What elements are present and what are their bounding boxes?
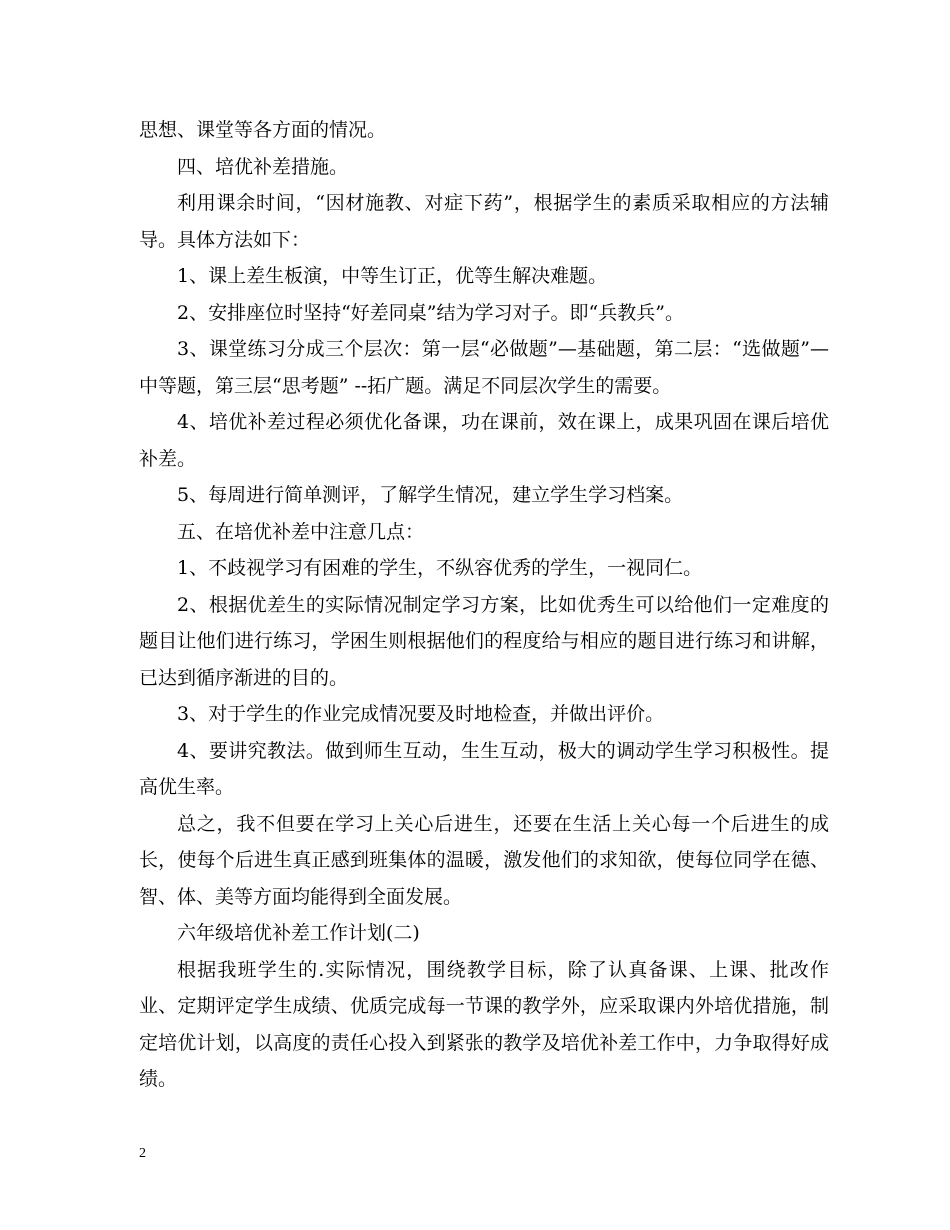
list-item-note-4: 4、要讲究教法。做到师生互动，生生互动，极大的调动学生学习积极性。提高优生率。 [139, 739, 829, 798]
list-item-method-2: 2、安排座位时坚持“好差同桌”结为学习对子。即“兵教兵”。 [177, 301, 684, 324]
paragraph-plan-two-intro: 根据我班学生的.实际情况，围绕教学目标，除了认真备课、上课、批改作业、定期评定学生成绩、优质完成每一节课的教学外，应采取课内外培优措施，制定培优计划，以高度的责任心投入到紧张的教学及培优补差工作中，力争取得好成绩。 [139, 958, 829, 1090]
page-number: 2 [139, 1146, 146, 1161]
list-item-method-1: 1、课上差生板演，中等生订正，优等生解决难题。 [177, 265, 608, 287]
list-item-note-3: 3、对于学生的作业完成情况要及时地检查，并做出评价。 [177, 703, 665, 725]
section-heading-notes: 五、在培优补差中注意几点： [177, 520, 425, 543]
paragraph-intro-methods: 利用课余时间，“因材施教、对症下药”，根据学生的素质采取相应的方法辅导。具体方法如下： [139, 192, 829, 251]
list-item-note-2: 2、根据优差生的实际情况制定学习方案，比如优秀生可以给他们一定难度的题目让他们进行练习，学困生则根据他们的程度给与相应的题目进行练习和讲解，已达到循序渐进的目的。 [139, 593, 829, 689]
list-item-note-1: 1、不歧视学习有困难的学生，不纵容优秀的学生，一视同仁。 [177, 557, 703, 579]
list-item-method-3: 3、课堂练习分成三个层次：第一层“必做题”—基础题，第二层：“选做题”—中等题，第三层“思考题” --拓广题。满足不同层次学生的需要。 [139, 338, 829, 397]
list-item-method-4: 4、培优补差过程必须优化备课，功在课前，效在课上，成果巩固在课后培优补差。 [139, 411, 829, 470]
document-body [139, 112, 829, 1098]
paragraph-continuation: 思想、课堂等各方面的情况。 [139, 119, 387, 141]
paragraph-summary: 总之，我不但要在学习上关心后进生，还要在生活上关心每一个后进生的成长，使每个后进生真正感到班集体的温暖，激发他们的求知欲，使每位同学在德、智、体、美等方面均能得到全面发展。 [139, 812, 829, 908]
section-title-plan-two: 六年级培优补差工作计划(二) [177, 922, 420, 944]
list-item-method-5: 5、每周进行简单测评，了解学生情况，建立学生学习档案。 [177, 484, 684, 506]
section-heading-measures: 四、培优补差措施。 [177, 155, 349, 178]
